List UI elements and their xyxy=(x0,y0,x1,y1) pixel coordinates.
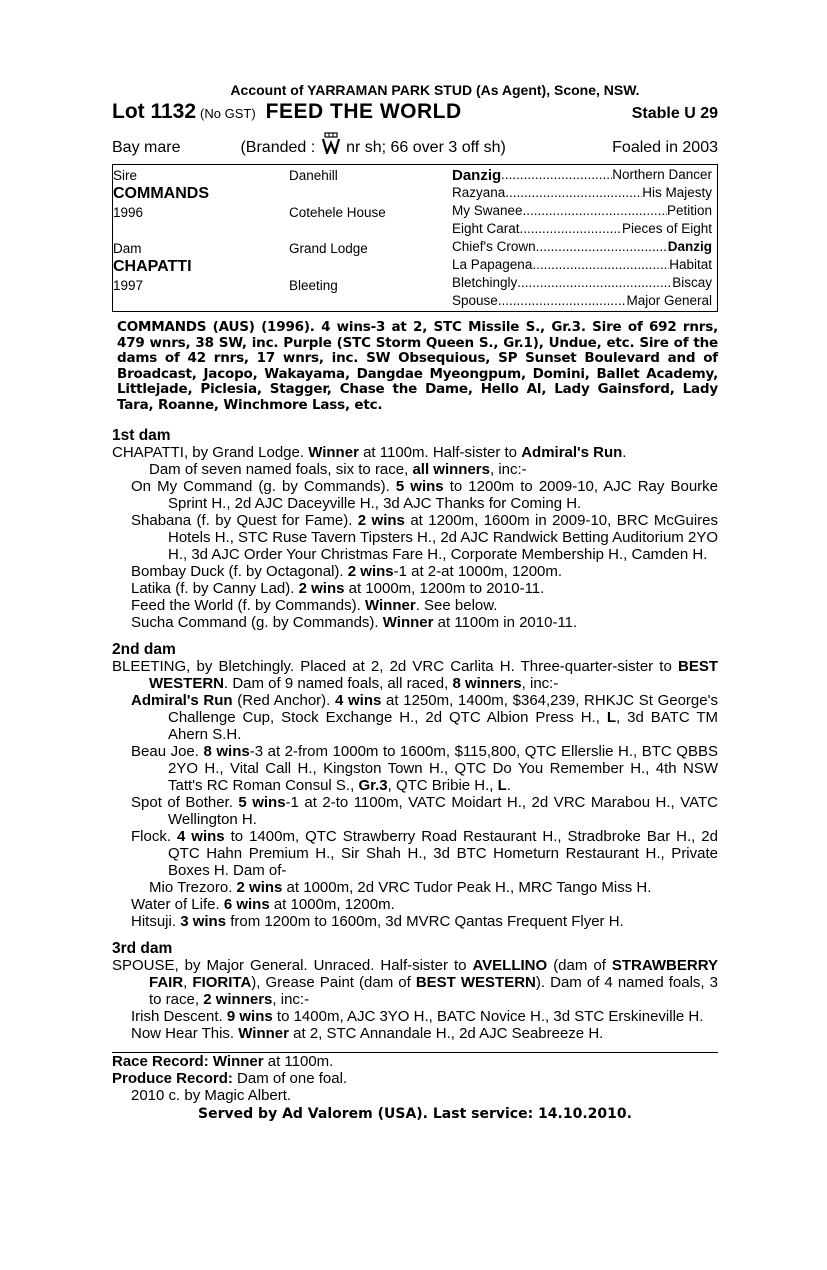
foal-entry xyxy=(131,597,718,614)
ancestor-row: Eight Carat ..... Pieces of Eight xyxy=(452,221,712,236)
produce-record: Produce Record: Dam of one foal. xyxy=(112,1070,348,1087)
bold-run: L xyxy=(606,709,617,726)
text-run: Beau Joe. xyxy=(131,743,204,760)
brand-description xyxy=(240,132,505,157)
second-dam-grandfoal xyxy=(149,879,718,896)
sire-sire: Danehill xyxy=(289,168,338,183)
bold-run: Winner xyxy=(308,444,359,461)
gst-note: (No GST) xyxy=(200,106,256,121)
text-run: . See below. xyxy=(415,597,498,614)
second-dam-heading: 2nd dam xyxy=(112,641,176,658)
dam-year: 1997 xyxy=(113,278,144,293)
second-dam-foals xyxy=(112,692,718,879)
text-run: at 1000m, 1200m. xyxy=(269,896,395,913)
sire-label: Sire xyxy=(113,168,138,183)
text-run: CHAPATTI, by Grand Lodge. xyxy=(112,444,309,461)
text-run: , QTC Bribie H., xyxy=(387,777,498,794)
bold-run: Admiral's Run xyxy=(521,444,623,461)
bold-run: 5 wins xyxy=(238,794,286,811)
text-run: Mio Trezoro. xyxy=(149,879,237,896)
ancestor-row: La Papagena ..... Habitat xyxy=(452,257,712,272)
bold-run: 2 wins xyxy=(357,512,405,529)
text-run: On My Command (g. by Commands). xyxy=(131,478,396,495)
bold-run: L xyxy=(497,777,507,794)
lot-line xyxy=(112,100,718,126)
bold-run: Winner xyxy=(382,614,434,631)
text-run: Irish Descent. xyxy=(131,1008,227,1025)
foal-entry xyxy=(131,913,718,930)
brand-suffix: nr sh; 66 over 3 off sh) xyxy=(341,139,506,156)
third-dam-foals xyxy=(112,1008,718,1042)
bold-run: AVELLINO xyxy=(472,957,548,974)
foal-entry xyxy=(131,1008,718,1025)
text-run: -1 at 2-to 1100m, VATC Moidart H., 2d VRC Marabou H., VATC Wellington H. xyxy=(168,794,718,828)
sire-name: COMMANDS xyxy=(113,185,209,202)
text-run: . Dam of 9 named foals, all raced, xyxy=(224,675,453,692)
bold-run: Admiral's Run xyxy=(131,692,233,709)
text-run: at 1100m. Half-sister to xyxy=(358,444,522,461)
footer xyxy=(112,1053,718,1123)
text-run: Dam of seven named foals, six to race, xyxy=(149,461,413,478)
second-dam-intro xyxy=(112,658,718,692)
race-record: Race Record: Winner at 1100m. xyxy=(112,1053,334,1070)
bold-run: Gr.3 xyxy=(358,777,388,794)
served-by: Served by Ad Valorem (USA). Last service: 14.10.2010. xyxy=(198,1106,632,1122)
foal-entry xyxy=(131,563,718,580)
first-dam-foals xyxy=(112,478,718,631)
bold-run: STRAWBERRY FAIR xyxy=(149,957,718,991)
foal-entry xyxy=(131,1025,718,1042)
text-run: ). Dam of 4 named foals, 3 to race, xyxy=(149,974,718,1008)
text-run: SPOUSE, by Major General. Unraced. Half-sister to xyxy=(112,957,473,974)
text-run: from 1200m to 1600m, 3d MVRC Qantas Frequent Flyer H. xyxy=(226,913,624,930)
text-run: Hitsuji. xyxy=(131,913,181,930)
dam-name: CHAPATTI xyxy=(113,258,192,275)
text-run: , 3d BATC TM Ahern S.H. xyxy=(168,709,718,743)
vendor-line: Account of YARRAMAN PARK STUD (As Agent), Scone, NSW. xyxy=(230,82,640,98)
ancestor-row: Razyana ..... His Majesty xyxy=(452,185,712,200)
family-body xyxy=(112,427,718,1042)
text-run: Shabana (f. by Quest for Fame). xyxy=(131,512,358,529)
text-run: . xyxy=(506,777,511,794)
text-run: (dam of xyxy=(547,957,612,974)
bold-run: 9 wins xyxy=(226,1008,273,1025)
ancestor-row: Spouse ..... Major General xyxy=(452,293,712,308)
bold-run: 4 wins xyxy=(176,828,225,845)
bold-run: FIORITA xyxy=(192,974,252,991)
lot-number: Lot 1132 xyxy=(112,100,197,123)
foal-entry xyxy=(131,896,718,913)
catalogue-page xyxy=(112,82,718,1123)
bold-run: 4 wins xyxy=(335,692,382,709)
bold-run: all winners xyxy=(412,461,490,478)
foal-entry xyxy=(131,614,718,631)
dam-label: Dam xyxy=(113,241,142,256)
foal-entry xyxy=(131,512,718,563)
bold-run: 3 wins xyxy=(180,913,227,930)
brand-prefix: (Branded : xyxy=(240,139,320,156)
bold-run: BEST WESTERN xyxy=(149,658,718,692)
text-run: -1 at 2-at 1000m, 1200m. xyxy=(393,563,563,580)
sex-colour: Bay mare xyxy=(112,139,181,156)
second-dam-foals-2 xyxy=(112,896,718,930)
text-run: Feed the World (f. by Commands). xyxy=(131,597,365,614)
text-run: to 1400m, AJC 3YO H., BATC Novice H., 3d STC Erskineville H. xyxy=(272,1008,704,1025)
text-run: Sucha Command (g. by Commands). xyxy=(131,614,383,631)
text-run: at 1000m, 1200m to 2010-11. xyxy=(344,580,545,597)
text-run: (Red Anchor). xyxy=(232,692,335,709)
ancestor-row: Chief's Crown ..... Danzig xyxy=(452,239,712,254)
text-run: to 1400m, QTC Strawberry Road Restaurant H., Stradbroke Bar H., 2d QTC Hahn Premium H., Sir Shah H., 3d BTC Hometurn Restaurant H., Private Boxes H. Dam of- xyxy=(168,828,718,879)
brand-mark-icon xyxy=(320,132,342,154)
bold-run: Winner xyxy=(364,597,416,614)
foal-entry xyxy=(131,478,718,512)
dam-sire: Grand Lodge xyxy=(289,241,368,256)
foal-entry xyxy=(131,794,718,828)
text-run: . xyxy=(622,444,627,461)
text-run: at 1100m in 2010-11. xyxy=(433,614,578,631)
foal-entry xyxy=(131,692,718,743)
stable-number: Stable U 29 xyxy=(631,105,718,122)
text-run: Water of Life. xyxy=(131,896,224,913)
text-run: at 1250m, 1400m, $364,239, RHKJC St George's Challenge Cup, Stock Exchange H., 2d QTC Albion Press H., xyxy=(168,692,718,726)
foaled-year: Foaled in 2003 xyxy=(612,139,718,156)
text-run: , inc:- xyxy=(489,461,527,478)
bold-run: BEST WESTERN xyxy=(415,974,536,991)
produce-foal: 2010 c. by Magic Albert. xyxy=(131,1087,292,1104)
dam-dam: Bleeting xyxy=(289,278,338,293)
bold-run: 2 winners xyxy=(203,991,273,1008)
foal-entry xyxy=(131,828,718,879)
first-dam-intro xyxy=(112,444,718,461)
text-run: at 1200m, 1600m in 2009-10, BRC McGuires Hotels H., STC Ruse Tavern Tipsters H., 2d AJC Randwick Betting Auditorium 2YO H., 3d AJC Order Your Christmas Fare H., Corporate Membership H., Camden H. xyxy=(168,512,718,563)
third-dam-heading: 3rd dam xyxy=(112,940,173,957)
text-run: BLEETING, by Bletchingly. Placed at 2, 2d VRC Carlita H. Three-quarter-sister to xyxy=(112,658,678,675)
bold-run: 2 wins xyxy=(298,580,345,597)
text-run: , inc:- xyxy=(272,991,310,1008)
ancestor-row: Bletchingly ..... Biscay xyxy=(452,275,712,290)
text-run: Spot of Bother. xyxy=(131,794,239,811)
first-dam-heading: 1st dam xyxy=(112,427,171,444)
text-run: -3 at 2-from 1000m to 1600m, $115,800, QTC Ellerslie H., BTC QBBS 2YO H., Vital Call H., Kingston Town H., QTC Do You Remember H., 4th NSW Tatt's RC Roman Consul S., xyxy=(168,743,718,794)
bold-run: 8 winners xyxy=(452,675,522,692)
bold-run: 8 wins xyxy=(203,743,250,760)
text-run: Now Hear This. xyxy=(131,1025,239,1042)
text-run: , xyxy=(183,974,193,991)
text-run: at 2, STC Annandale H., 2d AJC Seabreeze H. xyxy=(288,1025,604,1042)
third-dam-intro xyxy=(112,957,718,1008)
sire-summary: COMMANDS (AUS) (1996). 4 wins-3 at 2, STC Missile S., Gr.3. Sire of 692 rnrs, 479 wnrs, 38 SW, inc. Purple (STC Storm Queen S., Gr.1), Undue, etc. Sire of the dams of 42 rnrs, 17 wnrs, inc. SW Obsequious, SP Sunset Boulevard and of Broadcast, Jacopo, Wakayama, Dangdae Myeongpum, Domini, Ballet Academy, Littlejade, Piclesia, Stagger, Chase the Dame, Hello Al, Lady Gainsford, Lady Tara, Roanne, Winchmore Lass, etc. xyxy=(117,319,718,413)
bold-run: Winner xyxy=(238,1025,289,1042)
bold-run: 2 wins xyxy=(236,879,283,896)
text-run: , inc:- xyxy=(521,675,559,692)
bold-run: 2 wins xyxy=(347,563,394,580)
text-run: Latika (f. by Canny Lad). xyxy=(131,580,299,597)
foal-entry xyxy=(131,743,718,794)
text-run: Flock. xyxy=(131,828,177,845)
bold-run: 5 wins xyxy=(395,478,444,495)
text-run: to 1200m to 2009-10, AJC Ray Bourke Sprint H., 2d AJC Daceyville H., 3d AJC Thanks for Coming H. xyxy=(168,478,718,512)
sire-year: 1996 xyxy=(113,205,144,220)
sire-dam: Cotehele House xyxy=(289,205,386,220)
text-run: at 1000m, 2d VRC Tudor Peak H., MRC Tango Miss H. xyxy=(282,879,652,896)
description-line xyxy=(112,132,718,158)
text-run: Bombay Duck (f. by Octagonal). xyxy=(131,563,348,580)
first-dam-intro2 xyxy=(112,461,718,478)
pedigree-table xyxy=(112,164,718,312)
ancestor-row: Danzig ..... Northern Dancer xyxy=(452,167,712,184)
bold-run: 6 wins xyxy=(223,896,270,913)
ancestor-row: My Swanee ..... Petition xyxy=(452,203,712,218)
horse-name: FEED THE WORLD xyxy=(265,100,462,123)
foal-entry xyxy=(131,580,718,597)
text-run: ), Grease Paint (dam of xyxy=(251,974,416,991)
